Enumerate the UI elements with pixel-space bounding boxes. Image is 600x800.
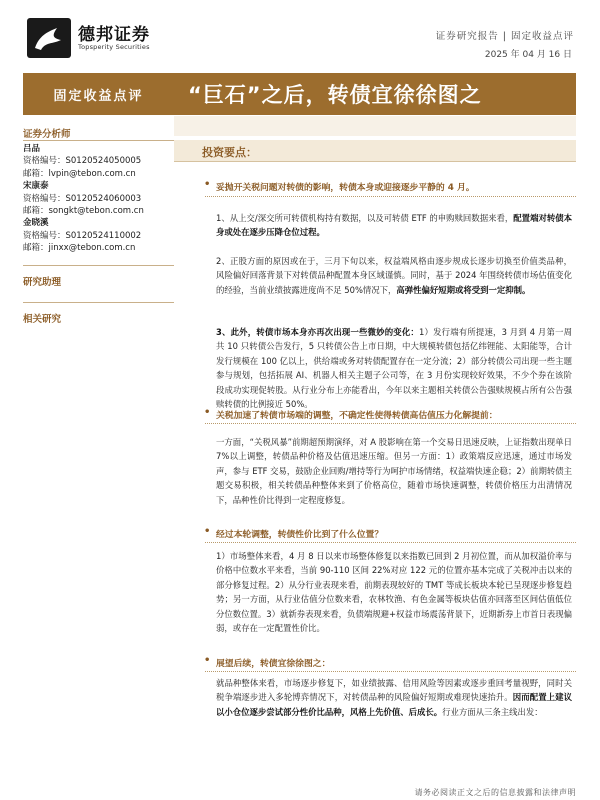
bullet-heading: • 展望后续，转债宜徐徐图之： bbox=[216, 656, 330, 669]
analyst-license: 资格编号：S0120524110002 bbox=[23, 230, 142, 241]
footer-disclaimer: 请务必阅读正文之后的信息披露和法律声明 bbox=[414, 788, 576, 797]
paragraph bbox=[216, 254, 572, 297]
paragraph bbox=[216, 325, 572, 411]
section-heading-text: 投资要点： bbox=[202, 146, 257, 159]
paragraph bbox=[216, 676, 572, 719]
paragraph-text: 1）发行端有所提速，3 月到 4 月第一周共 10 只转债公告发行，5 只转债公告上市日期，中大规模转债包括亿纬锂能、太阳能等，合计发行规模在 100 亿以上，供给端或务对转债配置存在一定分流；2）部分转债公司出现一些主题参与规划，包括拓展 AI、机器人相关主题子公司等，在 3 月份实现较好效果，不少个券在该阶段成功实现促转股。从行业分布上亦能看出，今年以来主题相关转债公告强赎规模占所有公告强赎转债的比例接近 50%。 bbox=[216, 327, 572, 410]
paragraph-text: 1、从上交/深交所可转债机构持有数据，以及可转债 ETF 的申购赎回数据来看， bbox=[216, 213, 514, 223]
analyst-name: 金晓溪 bbox=[23, 218, 49, 229]
analysts-heading: 证券分析师 bbox=[23, 129, 71, 140]
analyst-name: 宋康泰 bbox=[23, 181, 49, 192]
paragraph-text: 2、正股方面的原因或在于，三月下旬以来，权益端风格由逐步规成长逐步切换至价值类品种，风险偏好回落背景下对转债品种配置本身区域谨慎。同时，基于 2024 年围绕转债市场估值变化的经验，当前业绩披露进度尚不足 50%情况下， bbox=[216, 256, 572, 295]
bullet-heading: • 妥抛开关税问题对转债的影响，转债本身或迎接逐步平静的 4 月。 bbox=[216, 180, 475, 193]
divider bbox=[205, 423, 576, 424]
dragon-logo-icon bbox=[27, 18, 71, 58]
brand-name-english: Topsperity Securities bbox=[78, 43, 150, 51]
report-category: 固定收益点评 bbox=[53, 88, 144, 104]
brand-name: 德邦证券 bbox=[78, 25, 150, 45]
paragraph-emphasis: 3、此外，转债市场本身亦再次出现一些微妙的变化： bbox=[216, 327, 419, 337]
paragraph bbox=[216, 549, 572, 635]
investment-highlights-heading bbox=[174, 140, 576, 162]
bullet-heading: • 经过本轮调整，转债性价比到了什么位置？ bbox=[216, 527, 383, 540]
paragraph-text: 一方面，“关税风暴”前期超预期演绎，对 A 股影响在第一个交易日迅速反映，上证指数出现单日 7%以上调整，转债品种价格及估值迅速压缩。但另一方面：1）政策端反应迅速，通过市场发声，参与 ETF 交易，鼓励企业回购/增持等行为呵护市场情绪，权益端快速企稳；2）前期转债主题交易积极，相关转债品种整体来到了价格高位，随着市场快速调整，转债价格压力出清情况下，品种性价比得到一定程度修复。 bbox=[216, 437, 572, 505]
page-title: “巨石”之后，转债宜徐徐图之 bbox=[188, 83, 482, 107]
paragraph-emphasis: 高弹性偏好短期或将受到一定抑制。 bbox=[396, 284, 531, 295]
analyst-license: 资格编号：S0120524060003 bbox=[23, 193, 142, 204]
paragraph-text: 1）市场整体来看，4 月 8 日以来市场整体修复以来指数已回到 2 月初位置，而从加权溢价率与价格中位数水平来看，当前 90-110 区间 22%对应 122 元的位置亦基本完成了关税冲击以来的部分修复过程。2）从分行业表现来看，前期表现较好的 TMT 等成长板块本轮已呈现逐步修复趋势；另一方面，从行业估值分位数来看，农林牧渔、有色金属等板块估值亦回落至区间估值低位分位数位置。3）就新券表现来看，负债端规避+权益市场震荡背景下，近期新券上市首日表现偏弱，或存在一定配置性价比。 bbox=[216, 551, 572, 634]
analyst-list bbox=[23, 141, 174, 255]
paragraph bbox=[216, 211, 572, 240]
report-date: 2025 年 04 月 16 日 bbox=[484, 50, 572, 60]
paragraph bbox=[216, 435, 572, 507]
paragraph-emphasis: 配置端对转债本身或处在逐步压降仓位过程。 bbox=[216, 213, 573, 238]
report-type: 证券研究报告 | 固定收益点评 bbox=[435, 31, 574, 42]
divider bbox=[205, 196, 576, 197]
research-assistant-heading: 研究助理 bbox=[23, 276, 62, 288]
analyst-name: 吕品 bbox=[23, 144, 41, 154]
paragraph-text: 就品种整体来看，市场逐步修复下，如业绩披露、信用风险等因素或逐步重回考量视野，同时关税争端逐步进入多轮博弈情况下，对转债品种的风险偏好短期或难现快速抬升。 bbox=[216, 678, 572, 703]
title-underline-band bbox=[174, 116, 576, 136]
divider bbox=[205, 542, 576, 543]
bullet-heading: • 关税加速了转债市场端的调整，不确定性使得转债高估值压力化解提前： bbox=[216, 408, 498, 421]
divider bbox=[205, 671, 576, 672]
analyst-license: 资格编号：S0120524050005 bbox=[23, 156, 142, 167]
sidebar bbox=[23, 118, 174, 325]
analyst-email[interactable]: 邮箱：songkt@tebon.com.cn bbox=[23, 206, 144, 217]
page-header bbox=[0, 0, 600, 70]
related-research-heading: 相关研究 bbox=[23, 313, 62, 325]
analyst-email[interactable]: 邮箱：lvpin@tebon.com.cn bbox=[23, 168, 136, 179]
paragraph-emphasis: 因而配置上建议以小仓位逐步尝试部分性价比品种，风格上先价值、后成长。 bbox=[216, 692, 573, 717]
paragraph-text: 行业方面从三条主线出发： bbox=[442, 706, 543, 717]
analyst-email[interactable]: 邮箱：jinxx@tebon.com.cn bbox=[23, 243, 136, 254]
